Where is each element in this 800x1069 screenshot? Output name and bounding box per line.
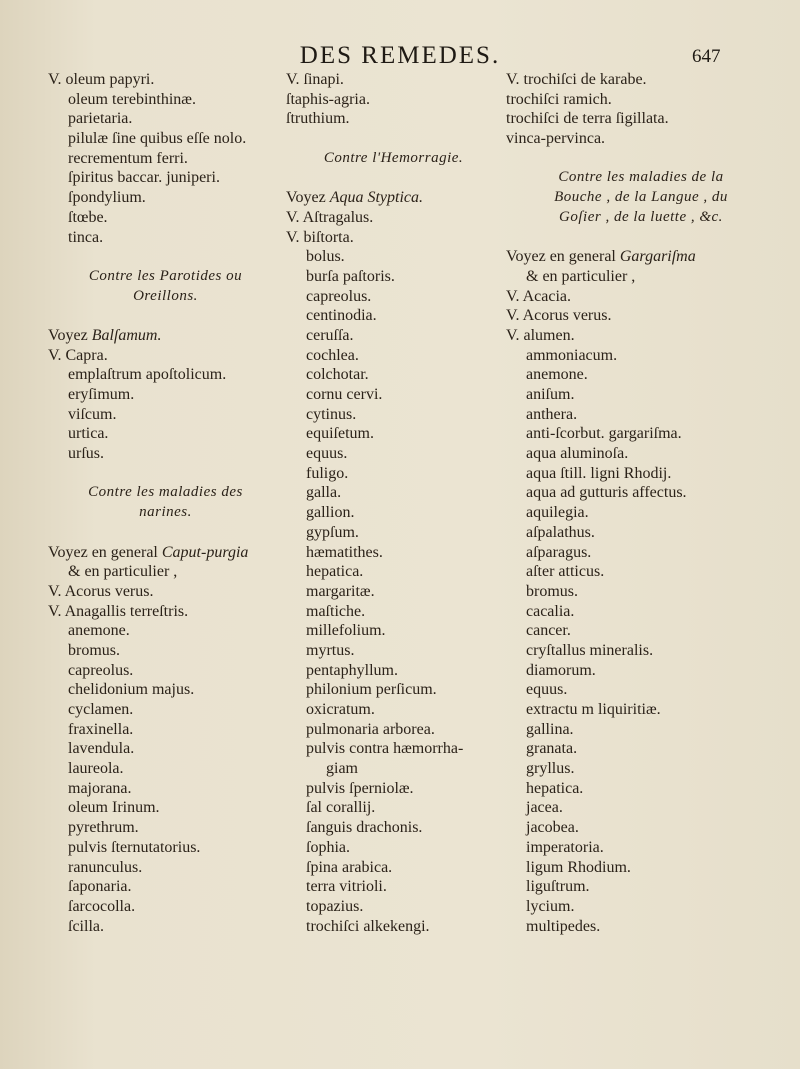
page-number: 647 [692,46,721,67]
remedy-entry: capreolus. [306,287,372,305]
see-target: Aqua Styptica. [329,189,424,207]
see-entry: V. Capra. [48,346,108,364]
remedy-entry: margaritæ. [306,582,375,600]
remedy-entry: bromus. [526,582,578,600]
remedy-entry: trochiſci alkekengi. [306,917,430,935]
remedy-entry: gypſum. [306,523,359,541]
remedy-entry: liguſtrum. [526,878,590,896]
remedy-entry: terra vitrioli. [306,878,387,896]
see-entry: V. Anagallis terreſtris. [48,602,189,620]
remedy-entry: ſtaphis-agria. [286,90,370,108]
remedy-entry: vinca-pervinca. [506,130,606,148]
remedy-entry: ligum Rhodium. [526,858,631,876]
remedy-entry: imperatoria. [526,838,604,856]
see-entry: V. Acorus verus. [506,307,612,325]
remedy-entry: myrtus. [306,641,355,659]
spacer [48,523,283,543]
remedy-entry: ſpina arabica. [306,858,393,876]
remedy-entry: viſcum. [68,405,117,423]
remedy-entry: capreolus. [68,661,134,679]
spacer [506,228,776,248]
section-heading: Oreillons. [133,287,198,304]
see-reference [286,188,501,208]
section-heading: Contre les Parotides ou [88,267,243,284]
see-target: Caput-purgia [161,543,249,561]
remedy-entry: equus. [526,681,568,699]
remedy-entry: bolus. [306,248,345,266]
remedy-entry: gallion. [306,504,355,522]
remedy-entry: burſa paſtoris. [306,267,395,285]
remedy-entry: granata. [526,740,578,758]
remedy-entry: anthera. [526,405,578,423]
remedy-entry: emplaſtrum apoſtolicum. [68,366,227,384]
remedy-entry: hæmatithes. [306,543,383,561]
remedy-entry: aſpalathus. [526,523,595,541]
remedy-entry: equus. [306,445,348,463]
remedy-entry: cancer. [526,622,571,640]
section-heading: narines. [139,504,192,521]
remedy-entry: hepatica. [526,779,584,797]
remedy-entry: lycium. [526,897,575,915]
remedy-entry: majorana. [68,779,132,797]
remedy-entry: aqua aluminoſa. [526,445,629,463]
remedy-entry: bromus. [68,641,120,659]
remedy-entry: extractu m liquiritiæ. [526,701,661,718]
remedy-entry: aſparagus. [526,543,592,561]
remedy-entry: ſtœbe. [68,208,108,226]
see-reference [48,543,283,563]
remedy-entry: aſter atticus. [526,563,605,581]
remedy-entry: cacalia. [526,602,575,620]
remedy-entry: & en particulier , [68,563,178,581]
remedy-entry: ſcilla. [68,917,104,935]
remedy-entry: cyclamen. [68,701,134,718]
remedy-entry: ammoniacum. [526,346,618,364]
see-entry: V. Aſtragalus. [286,208,374,226]
remedy-entry: gallina. [526,720,574,738]
remedy-entry: parietaria. [68,110,133,128]
remedy-entry: ſal corallij. [306,799,376,817]
remedy-entry: giam [326,760,358,778]
remedy-entry: oxicratum. [306,701,375,718]
see-entry: V. alumen. [506,326,575,344]
remedy-entry: laureola. [68,760,124,778]
remedy-entry: philonium perſicum. [306,681,437,699]
remedy-entry: pulvis ſternutatorius. [68,838,201,856]
remedy-entry: trochiſci ramich. [506,90,612,108]
section-heading: Bouche , de la Langue , du [554,189,728,206]
spacer [506,149,776,169]
remedy-entry: eryſimum. [68,386,135,403]
remedy-entry: recrementum ferri. [68,149,188,167]
column-3 [506,70,776,936]
remedy-entry: aqua ſtill. ligni Rhodij. [526,464,672,482]
page-title: DES REMEDES. [299,42,501,69]
see-prefix: Voyez en general [48,543,162,561]
remedy-entry: ſarcocolla. [68,897,136,915]
remedy-entry: cochlea. [306,346,359,364]
remedy-entry: oleum terebinthinæ. [68,90,196,108]
remedy-entry: trochiſci de terra ſigillata. [506,110,669,128]
remedy-entry: pilulæ ſine quibus eſſe nolo. [68,130,247,148]
remedy-entry: hepatica. [306,563,364,581]
see-entry: V. oleum papyri. [48,71,155,88]
section-heading: Contre les maladies de la [558,169,724,186]
remedy-entry: anemone. [526,366,588,384]
remedy-entry: fuligo. [306,464,349,482]
remedy-entry: galla. [306,484,342,502]
see-reference [506,247,776,267]
remedy-entry: ceruſſa. [306,326,354,344]
see-prefix: Voyez en general [506,248,620,266]
remedy-entry: & en particulier , [526,267,636,285]
see-entry: V. Acacia. [506,287,572,305]
remedy-entry: aqua ad gutturis affectus. [526,484,687,502]
column-2 [286,70,501,936]
remedy-entry: diamorum. [526,661,596,679]
section-heading: Goſier , de la luette , &c. [559,208,723,225]
remedy-entry: multipedes. [526,917,601,935]
remedy-entry: jacea. [526,799,563,817]
remedy-entry: cytinus. [306,405,357,423]
spacer [48,464,283,484]
remedy-entry: pyrethrum. [68,819,139,837]
see-entry: V. trochiſci de karabe. [506,71,647,88]
remedy-entry: pulvis ſperniolæ. [306,779,414,797]
remedy-entry: ranunculus. [68,858,143,876]
see-entry: V. Acorus verus. [48,582,154,600]
remedy-entry: cryſtallus mineralis. [526,641,654,659]
remedy-entry: ſaponaria. [68,878,132,896]
section-heading: Contre les maladies des [88,484,243,501]
remedy-entry: anti-ſcorbut. gargariſma. [526,425,682,443]
remedy-entry: pulmonaria arborea. [306,720,435,738]
remedy-entry: tinca. [68,228,104,246]
spacer [48,306,283,326]
remedy-entry: topazius. [306,897,364,915]
remedy-entry: equiſetum. [306,425,374,443]
remedy-entry: ſpiritus baccar. juniperi. [68,169,220,187]
remedy-entry: oleum Irinum. [68,799,160,817]
remedy-entry: ſtruthium. [286,110,350,128]
remedy-entry: jacobea. [526,819,579,837]
section-heading: Contre l'Hemorragie. [323,149,464,166]
remedy-entry: chelidonium majus. [68,681,195,699]
see-reference [48,326,283,346]
remedy-entry: pentaphyllum. [306,661,398,679]
remedy-entry: aquilegia. [526,504,589,522]
remedy-entry: millefolium. [306,622,386,640]
remedy-entry: urtica. [68,425,109,443]
remedy-entry: maſtiche. [306,602,366,620]
remedy-entry: gryllus. [526,760,575,778]
remedy-entry: anemone. [68,622,130,640]
remedy-entry: colchotar. [306,366,369,384]
remedy-entry: ſophia. [306,838,350,856]
remedy-entry: pulvis contra hæmorrha- [306,740,464,758]
see-entry: V. ſinapi. [286,71,344,88]
see-target: Gargariſma [619,248,696,266]
remedy-entry: aniſum. [526,386,575,403]
remedy-entry: cornu cervi. [306,386,383,403]
remedy-entry: ſpondylium. [68,189,146,207]
see-entry: V. biſtorta. [286,228,354,246]
remedy-entry: lavendula. [68,740,135,758]
see-prefix: Voyez [286,189,330,207]
see-prefix: Voyez [48,326,92,344]
see-target: Balſamum. [91,326,162,344]
spacer [48,247,283,267]
remedy-entry: centinodia. [306,307,377,325]
remedy-entry: urſus. [68,445,104,463]
remedy-entry: fraxinella. [68,720,134,738]
column-1 [48,70,283,936]
spacer [286,168,501,188]
remedy-entry: ſanguis drachonis. [306,819,423,837]
spacer [286,129,501,149]
